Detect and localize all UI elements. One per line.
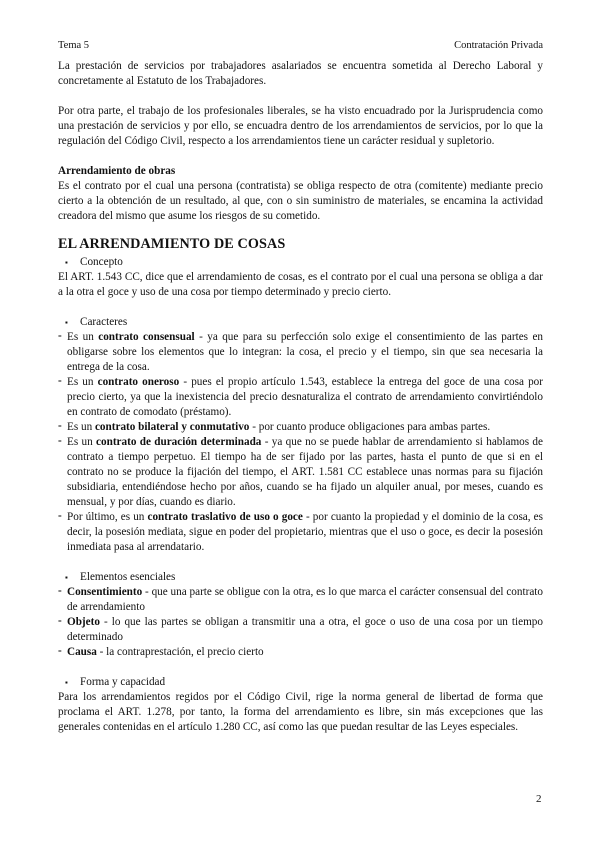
concepto-paragraph: El ART. 1.543 CC, dice que el arrendamiento de cosas, es el contrato por el cual una persona se obliga a dar a la otra el goce y uso de una cosa por tiempo determinado y precio cierto. xyxy=(58,271,543,298)
caracter-term: contrato consensual xyxy=(98,331,195,343)
dash-marker: - xyxy=(58,615,62,627)
elemento-term: Consentimiento xyxy=(67,586,143,598)
caracter-item: - Es un contrato de duración determinada - ya que no se puede hablar de arrendamiento si hablamos de contrato a tiempo perpetuo. El tiempo ha de ser fijado por las partes, hasta el punto de que si en el contrato no se produce la fijación del tiempo, el ART. 1.581 CC establece unas normas para su fijación subsidiaria, entendiéndose hecho por años, cuando se ha fijado un alquiler anual, por meses, cuando es mensual, y por días, cuando es diario. xyxy=(58,435,543,508)
forma-paragraph: Para los arrendamientos regidos por el Código Civil, rige la norma general de libertad de forma que proclama el ART. 1.278, por tanto, la forma del arrendamiento es libre, sin más excepciones que las generales contenidas en el artículo 1.280 CC, así como las que puedan resultar de las Leyes especiales. xyxy=(58,691,543,733)
dash-marker: - xyxy=(58,645,62,657)
bullet-label: Elementos esenciales xyxy=(80,571,176,583)
dash-marker: - xyxy=(58,435,62,447)
page-header xyxy=(58,38,543,52)
caracter-item: - Es un contrato consensual - ya que para su perfección solo exige el consentimiento de las partes en obligarse sobre los elementos que lo integran: la cosa, el precio y el tiempo, sin que sea necesaria la entrega de la cosa. xyxy=(58,330,544,373)
dash-marker: - xyxy=(58,585,62,597)
caracter-term: contrato de duración determinada xyxy=(96,436,262,448)
bullet-forma xyxy=(58,675,543,690)
page-content xyxy=(58,59,543,735)
page-number: 2 xyxy=(536,793,542,805)
header-subject: Contratación Privada xyxy=(454,40,543,51)
bullet-icon: ▪ xyxy=(65,573,68,582)
section-heading-obras: Arrendamiento de obras xyxy=(58,165,176,177)
bullet-icon: ▪ xyxy=(65,678,68,687)
main-section-title: EL ARRENDAMIENTO DE COSAS xyxy=(58,236,286,252)
dash-marker: - xyxy=(58,420,62,432)
bullet-icon: ▪ xyxy=(65,318,68,327)
caracter-item: - Es un contrato oneroso - pues el propio artículo 1.543, establece la entrega del goce de una cosa por precio cierto, ya que la inexistencia del precio desnaturaliza el contrato de arrendamiento convirtiéndolo en contrato de comodato (préstamo). xyxy=(58,375,543,418)
elemento-term: Objeto xyxy=(67,616,100,628)
bullet-icon: ▪ xyxy=(65,258,68,267)
caracter-term: contrato oneroso xyxy=(97,376,180,388)
intro-paragraph-1: La prestación de servicios por trabajadores asalariados se encuentra sometida al Derecho Laboral y concretamente al Estatuto de los Trabajadores. xyxy=(58,60,543,87)
elemento-term: Causa xyxy=(67,646,97,658)
caracter-term: contrato traslativo de uso o goce xyxy=(147,511,303,523)
intro-paragraph-2: Por otra parte, el trabajo de los profesionales liberales, se ha visto encuadrado por la Jurisprudencia como una prestación de servicios y por ello, se encuadra dentro de los arrendamientos de servicios, por lo que la regulación del Código Civil, respecto a los arrendamientos tiene un carácter residual y supletorio. xyxy=(58,105,543,147)
header-topic: Tema 5 xyxy=(58,40,90,51)
bullet-label: Forma y capacidad xyxy=(80,676,166,688)
bullet-label: Caracteres xyxy=(80,316,128,328)
elemento-item: - Consentimiento - que una parte se obligue con la otra, es lo que marca el carácter consensual del contrato de arrendamiento xyxy=(58,585,543,613)
elemento-item: - Objeto - lo que las partes se obligan a transmitir una a otra, el goce o uso de una cosa por un tiempo determinado xyxy=(58,615,543,643)
obras-paragraph: Es el contrato por el cual una persona (contratista) se obliga respecto de otra (comitente) mediante precio cierto a la obtención de un resultado, al que, con o sin suministro de materiales, se encamina la actividad creadora del mismo que asume los riesgos de su cometido. xyxy=(58,180,543,222)
bullet-label: Concepto xyxy=(80,256,123,268)
dash-marker: - xyxy=(58,375,62,387)
dash-marker: - xyxy=(58,510,62,522)
caracter-term: contrato bilateral y conmutativo xyxy=(94,421,250,433)
bullet-concepto xyxy=(58,255,543,270)
caracter-item: - Por último, es un contrato traslativo de uso o goce - por cuanto la propiedad y el dominio de la cosa, es decir, la posesión mediata, sigue en poder del propietario, mientras que el uso o goce, es decir la posesión inmediata pasa al arrendatario. xyxy=(58,510,544,553)
bullet-elementos xyxy=(58,570,543,585)
caracter-item: - Es un contrato bilateral y conmutativo - por cuanto produce obligaciones para ambas partes. xyxy=(58,420,491,433)
dash-marker: - xyxy=(58,330,62,342)
bullet-caracteres xyxy=(58,315,543,330)
elemento-item: - Causa - la contraprestación, el precio cierto xyxy=(58,645,264,658)
